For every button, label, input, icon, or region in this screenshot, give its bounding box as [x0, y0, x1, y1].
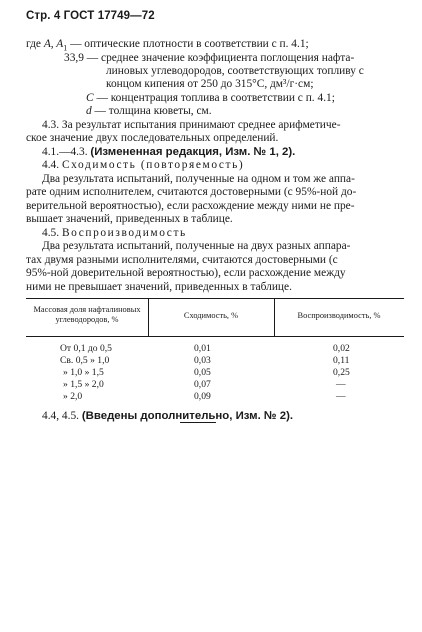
section-4-5-line3: 95%-ной доверительной вероятностью), если расхождение между — [26, 267, 346, 279]
definition-text: — концентрация топлива в соответствии с п. 4.1; — [93, 92, 335, 104]
amendment-text: (Измененная редакция, Изм. № 1, 2). — [90, 146, 296, 158]
page-header: Стр. 4 ГОСТ 17749—72 — [26, 10, 155, 22]
section-4-5-title — [42, 227, 187, 240]
para-4-3-line1: 4.3. За результат испытания принимают среднее арифметиче- — [42, 119, 341, 131]
table-cell-reproducibility: — — [336, 391, 346, 402]
definition-symbol-c: C — [86, 92, 94, 104]
section-4-5-line1: Два результата испытаний, полученные на двух разных аппара- — [42, 240, 351, 252]
section-4-4-line1: Два результата испытаний, полученные на одном и том же аппа- — [42, 173, 355, 185]
definition-thickness — [86, 105, 212, 118]
table-header-line: Массовая доля нафталиновых — [33, 305, 141, 314]
section-4-5-line4: ними не превышает значений, приведенных в таблице. — [26, 281, 292, 293]
table-cell-range: Св. 0,5 » 1,0 — [60, 355, 110, 366]
definition-symbol-d: d — [86, 105, 92, 117]
para-4-3-line2: ское значение двух последовательных определений. — [26, 132, 279, 144]
table-cell-convergence: 0,03 — [194, 355, 211, 366]
definition-prefix: где — [26, 38, 44, 50]
table-cell-convergence: 0,07 — [194, 379, 211, 390]
table-cell-range: От 0,1 до 0,5 — [60, 343, 112, 354]
table-cell-range: » 1,0 » 1,5 — [63, 367, 104, 378]
amendment-prefix: 4.1.—4.3. — [42, 146, 91, 158]
definition-subscript: 1 — [63, 43, 68, 53]
amendment-note-2 — [42, 410, 293, 423]
table-cell-range: » 1,5 » 2,0 — [63, 379, 104, 390]
table-header-convergence: Сходимость, % — [183, 311, 239, 320]
section-title: Воспроизводимость — [61, 227, 187, 239]
amendment-prefix: 4.4, 4.5. — [42, 410, 82, 422]
section-4-4-line3: верительной вероятностью), если расхождение между ними не пре- — [26, 200, 355, 212]
section-4-4-line2: рате одним исполнителем, считаются достоверными (с 95%-ной до- — [26, 186, 357, 198]
table-header-reproducibility: Воспроизводимость, % — [297, 311, 381, 320]
section-4-4-line4: вышает значений, приведенных в таблице. — [26, 213, 233, 225]
definition-text: — толщина кюветы, см. — [91, 105, 212, 117]
table-cell-reproducibility: 0,25 — [333, 367, 350, 378]
section-number: 4.4. — [42, 159, 62, 171]
table-cell-convergence: 0,01 — [194, 343, 211, 354]
table-header-line: углеводородов, % — [55, 315, 119, 324]
end-rule — [180, 422, 216, 423]
section-4-4-title — [42, 159, 244, 172]
table-cell-reproducibility: — — [336, 379, 346, 390]
table-cell-reproducibility: 0,11 — [333, 355, 350, 366]
table-top-rule — [26, 298, 404, 299]
amendment-note-1 — [42, 146, 295, 159]
section-title: Сходимость (повторяемость) — [61, 159, 245, 171]
definition-concentration — [86, 92, 335, 105]
definition-coefficient-line3: концом кипения от 250 до 315°С, дм³/г·см; — [106, 78, 314, 90]
amendment-text: (Введены дополнительно, Изм. № 2). — [81, 410, 294, 422]
definition-symbols: A, A — [43, 38, 64, 50]
table-cell-range: » 2,0 — [63, 391, 83, 402]
section-4-5-line2: тах двумя разными исполнителями, считаются достоверными (с — [26, 254, 338, 266]
table-header-mass-fraction — [26, 305, 148, 325]
table-cell-reproducibility: 0,02 — [333, 343, 350, 354]
definition-coefficient-line2: линовых углеводородов, соответствующих топливу с — [106, 65, 364, 77]
section-number: 4.5. — [42, 227, 62, 239]
table-cell-convergence: 0,09 — [194, 391, 211, 402]
table-cell-convergence: 0,05 — [194, 367, 211, 378]
table-header-rule — [26, 336, 404, 337]
definition-text: — оптические плотности в соответствии с п. 4.1; — [67, 38, 309, 50]
definition-coefficient-line1: 33,9 — среднее значение коэффициента поглощения нафта- — [64, 52, 355, 64]
